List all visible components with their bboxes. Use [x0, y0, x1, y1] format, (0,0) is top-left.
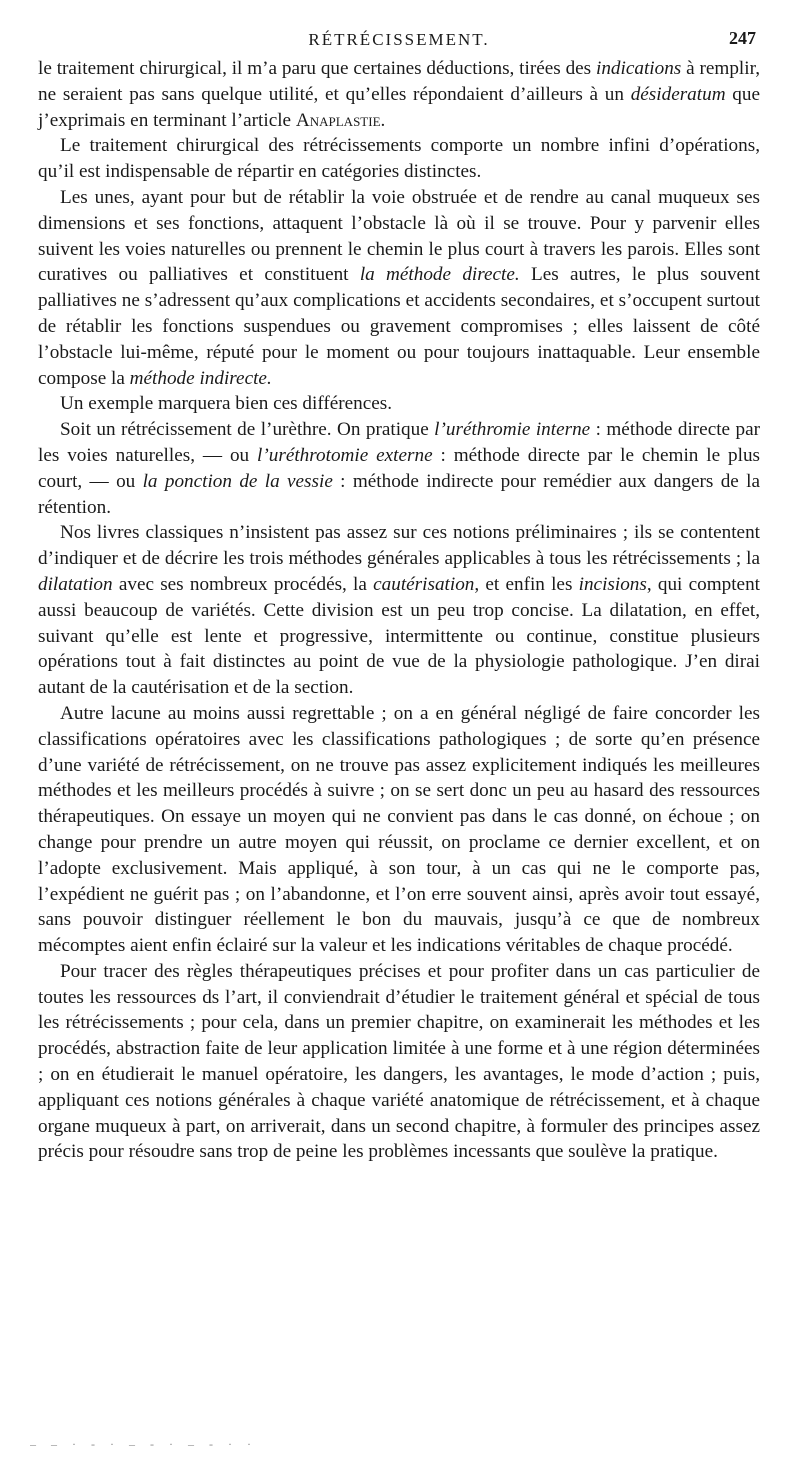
paragraph-2: [38, 133, 760, 185]
paragraph-4: [38, 391, 760, 417]
italic-text: l’uréthrotomie externe: [257, 444, 433, 466]
footer-marks: – ‒ · - · ‒ - · ‒ - · ·: [30, 1437, 257, 1451]
italic-text: désideratum: [630, 83, 726, 105]
italic-text: méthode indirecte.: [129, 367, 272, 389]
paragraph-8: [38, 959, 760, 1165]
text-run: : méthode directe par le chemin le plus court, — ou: [38, 444, 761, 492]
book-page: [38, 22, 760, 1165]
running-header: [38, 22, 760, 56]
text-run: Autre lacune au moins aussi regrettable ; on a en général négligé de faire concorder les classifications opératoires avec les classifications pathologiques ; de sorte qu’en présence d’une variété de rétrécissement, on ne trouve pas assez explicitement indiqués les meilleures méthodes et les meilleurs procédés à suivre ; on se sert donc un peu au hasard des ressources thérapeutiques. On essaye un moyen qui ne convient pas dans le cas donné, on échoue ; on change pour prendre un autre moyen qui réussit, on proclame ce dernier excellent, et on l’adopte exclusivement. Mais appliqué, à son tour, à un cas qui ne le comporte pas, l’expédient ne guérit pas ; on l’abandonne, et l’on erre souvent ainsi, après avoir tout essayé, sans pouvoir distinguer réellement le bon du mauvais, jusqu’à ce que de nombreux mécomptes aient enfin éclairé sur la valeur et les indications véritables de chaque procédé.: [38, 702, 760, 957]
text-run: Soit un rétrécissement de l’urèthre. On pratique: [60, 419, 435, 441]
italic-text: dilatation: [38, 573, 113, 595]
italic-text: incisions: [578, 573, 647, 595]
text-run: avec ses nombreux procédés, la: [112, 573, 374, 595]
body-text: [38, 56, 760, 1165]
italic-text: l’uréthromie interne: [434, 419, 591, 441]
text-run: Nos livres classiques n’insistent pas assez sur ces notions préliminaires ; ils se contentent d’indiquer et de décrire les trois méthodes générales applicables à tous les rétrécissements ; la: [38, 522, 760, 570]
text-run: que j’exprimais en terminant l’article: [38, 83, 760, 131]
text-run: Un exemple marquera bien ces différences.: [60, 393, 393, 415]
text-run: Les unes, ayant pour but de rétablir la voie obstruée et de rendre au canal muqueux ses dimensions et ses fonctions, attaquent l’obstacle là où il se trouve. Pour y parvenir elles suivent les voies naturelles ou prennent le chemin le plus court à travers les parois. Elles sont curatives ou palliatives et constituent: [38, 186, 760, 286]
paragraph-7: [38, 701, 760, 959]
text-run: Pour tracer des règles thérapeutiques précises et pour profiter dans un cas particulier de toutes les ressources ds l’art, il conviendrait d’étudier le traitement général et spécial de tous les rétrécissements ; pour cela, dans un premier chapitre, on examinerait les méthodes et les procédés, abstraction faite de leur application limitée à une forme et à une région déterminées ; on en étudierait le manuel opératoire, les dangers, les avantages, le mode d’action ; puis, appliquant ces notions générales à chaque variété anatomique de rétrécissement, et à chaque organe muqueux à part, on arriverait, dans un second chapitre, à formuler des principes assez précis pour résoudre sans trop de peine les problèmes incessants que soulève la pratique.: [38, 960, 760, 1163]
text-run: Le traitement chirurgical des rétrécissements comporte un nombre infini d’opérations, qu’il est indispensable de répartir en catégories distinctes.: [38, 135, 760, 183]
page-number: 247: [729, 28, 756, 48]
text-run: , qui comptent aussi beaucoup de variétés. Cette division est un peu trop concise. La dilatation, en effet, suivant qu’elle est lente et progressive, intermittente ou continue, constitue plusieurs opérations tout à fait distinctes au point de vue de la physiologie pathologique. J’en dirai autant de la cautérisation et de la section.: [38, 573, 760, 699]
paragraph-3: [38, 185, 760, 391]
text-run: , et enfin les: [474, 573, 579, 595]
text-run: à remplir, ne seraient pas sans quelque utilité, et qu’elles répondaient d’ailleurs à un: [38, 58, 760, 105]
italic-text: la ponction de la vessie: [142, 470, 333, 492]
text-run: le traitement chirurgical, il m’a paru que certaines déductions, tirées des: [38, 58, 596, 79]
text-run: : méthode directe par les voies naturelles, — ou: [38, 419, 760, 466]
italic-text: cautérisation: [373, 573, 475, 595]
text-run: Les autres, le plus souvent palliatives ne s’adressent qu’aux complications et accidents secondaires, et s’occupent surtout de rétablir les fonctions suspendues ou gravement compromises ; elles laissent de côté l’obstacle lui-même, réputé pour le moment ou pour toujours inattaquable. Leur ensemble compose la: [38, 264, 760, 389]
paragraph-1: [38, 56, 760, 133]
italic-text: indications: [596, 58, 682, 79]
paragraph-5: [38, 417, 760, 520]
smallcaps-text: Anaplastie: [295, 109, 381, 131]
italic-text: la méthode directe.: [359, 264, 520, 286]
running-title: RÉTRÉCISSEMENT.: [308, 30, 490, 49]
text-run: : méthode indirecte pour remédier aux dangers de la rétention.: [38, 470, 761, 518]
text-run: .: [380, 109, 386, 131]
paragraph-6: [38, 520, 760, 701]
